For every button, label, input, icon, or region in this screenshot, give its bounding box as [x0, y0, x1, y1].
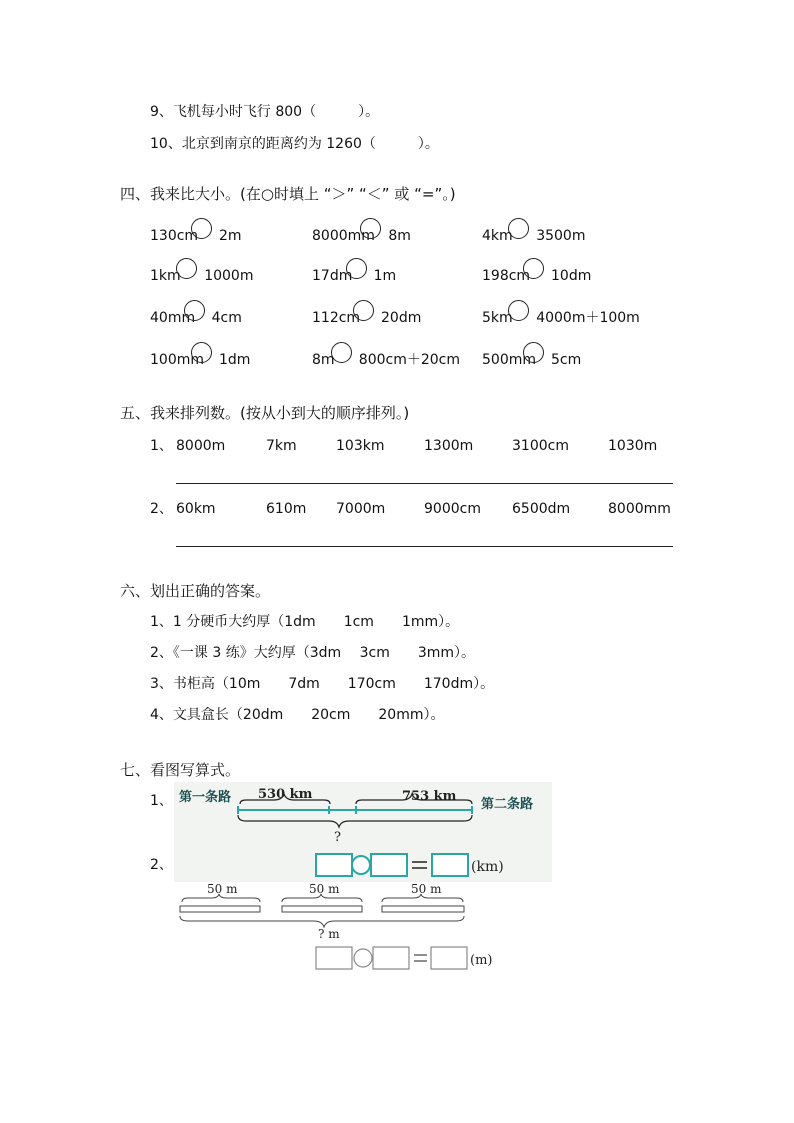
choice-item-1: 1、1 分硬币大约厚（1dm 1cm 1mm）。 — [150, 614, 460, 630]
compare-circle[interactable] — [353, 300, 374, 321]
sort-item: 610m — [266, 501, 307, 517]
compare-right: 4000m＋100m — [536, 310, 640, 326]
result-box[interactable] — [432, 854, 468, 876]
compare-left: 8000mm — [312, 228, 375, 244]
compare-right: 8m — [388, 228, 411, 244]
compare-circle[interactable] — [346, 258, 367, 279]
compare-left: 17dm — [312, 268, 353, 284]
compare-right: 4cm — [211, 310, 242, 326]
answer-box-2[interactable] — [371, 854, 407, 876]
section-7-title: 七、看图写算式。 — [120, 761, 241, 779]
unit-label-2: (m) — [470, 953, 493, 968]
compare-left: 100mm — [150, 352, 204, 368]
sort-item: 6500dm — [512, 501, 571, 517]
choice-item-4: 4、文具盒长（20dm 20cm 20mm）。 — [150, 707, 445, 723]
sort-item: 7000m — [336, 501, 386, 517]
segment-1 — [180, 906, 260, 912]
compare-left: 198cm — [482, 268, 531, 284]
section-4-title: 四、我来比大小。(在○时填上 “＞” “＜” 或 “=”。) — [120, 185, 456, 203]
road-2-label: 第二条路 — [481, 797, 534, 812]
segment-3 — [382, 906, 464, 912]
compare-left: 112cm — [312, 310, 361, 326]
section-6-title: 六、划出正确的答案。 — [120, 582, 271, 600]
compare-right: 1000m — [204, 268, 254, 284]
answer-box-4[interactable] — [373, 947, 409, 969]
compare-right: 2m — [219, 228, 242, 244]
compare-circle[interactable] — [176, 258, 197, 279]
unit-label: (km) — [471, 859, 504, 875]
operator-circle[interactable] — [352, 856, 370, 874]
answer-box-1[interactable] — [316, 854, 352, 876]
sort-item: 103km — [336, 438, 385, 454]
compare-circle[interactable] — [184, 300, 205, 321]
compare-circle[interactable] — [191, 218, 212, 239]
compare-left: 5km — [482, 310, 513, 326]
compare-circle[interactable] — [508, 218, 529, 239]
compare-circle[interactable] — [523, 342, 544, 363]
compare-right: 3500m — [536, 228, 586, 244]
compare-right: 1m — [373, 268, 397, 284]
compare-left: 500mm — [482, 352, 536, 368]
sort-item: 3100cm — [512, 438, 569, 454]
segment-1-length: 50 m — [207, 882, 238, 896]
sort-item: 8000m — [176, 438, 226, 454]
question-length: ? m — [318, 927, 340, 941]
sort-item: 1300m — [424, 438, 474, 454]
compare-left: 8m — [312, 352, 335, 368]
answer-line-1[interactable] — [176, 483, 673, 484]
segment-2-length: 50 m — [309, 882, 340, 896]
compare-circle[interactable] — [523, 258, 544, 279]
compare-circle[interactable] — [191, 342, 212, 363]
compare-circle[interactable] — [508, 300, 529, 321]
choice-item-3: 3、书柜高（10m 7dm 170cm 170dm）。 — [150, 676, 495, 692]
compare-right: 20dm — [381, 310, 422, 326]
sort-item: 8000mm — [608, 501, 671, 517]
brace-segment-2 — [282, 894, 362, 902]
answer-box-3[interactable] — [316, 947, 352, 969]
sort-item: 7km — [266, 438, 297, 454]
section-5-title: 五、我来排列数。(按从小到大的顺序排列。) — [120, 404, 410, 422]
length-2-label: 753 km — [402, 789, 457, 804]
compare-right: 800cm＋20cm — [358, 352, 461, 368]
length-1-label: 530 km — [258, 787, 313, 802]
sort-item: 1030m — [608, 438, 658, 454]
operator-circle-2[interactable] — [354, 949, 372, 967]
compare-right: 1dm — [219, 352, 251, 368]
brace-total-2 — [180, 916, 464, 927]
compare-left: 4km — [482, 228, 513, 244]
compare-right: 10dm — [551, 268, 592, 284]
compare-left: 40mm — [150, 310, 196, 326]
compare-left: 130cm — [150, 228, 199, 244]
question-9: 9、飞机每小时飞行 800（ ）。 — [150, 104, 380, 120]
q2-label: 2、 — [150, 501, 173, 517]
segment-figure — [174, 880, 514, 978]
compare-right: 5cm — [551, 352, 582, 368]
road-1-label: 第一条路 — [179, 790, 232, 805]
compare-circle[interactable] — [360, 218, 381, 239]
compare-left: 1km — [150, 268, 181, 284]
compare-circle[interactable] — [331, 342, 352, 363]
answer-line-2[interactable] — [176, 546, 673, 547]
figure-1-label: 1、 — [150, 793, 173, 809]
sort-item: 9000cm — [424, 501, 481, 517]
road-distance-figure — [174, 782, 552, 882]
question-mark: ? — [334, 830, 341, 845]
question-10: 10、北京到南京的距离约为 1260（ ）。 — [150, 136, 439, 152]
sort-item: 60km — [176, 501, 216, 517]
q1-label: 1、 — [150, 438, 173, 454]
segment-2 — [282, 906, 362, 912]
choice-item-2: 2、《一课 3 练》大约厚（3dm 3cm 3mm）。 — [150, 645, 476, 661]
figure-2-label: 2、 — [150, 857, 173, 873]
result-box-2[interactable] — [431, 947, 467, 969]
segment-3-length: 50 m — [411, 882, 442, 896]
